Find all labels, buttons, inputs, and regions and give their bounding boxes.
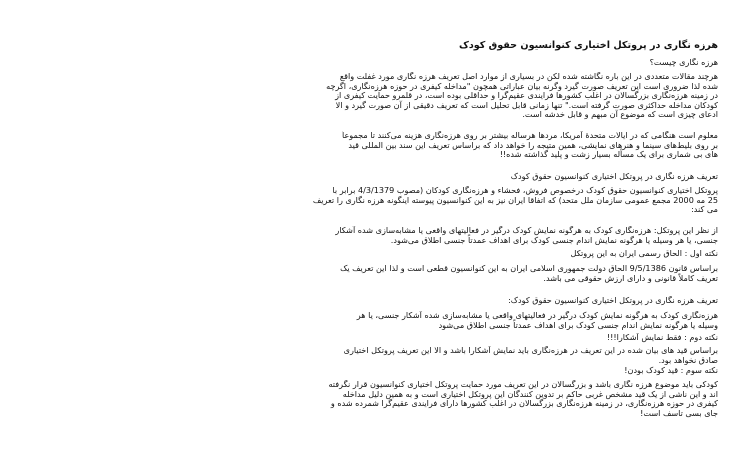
paragraph-line: جنسی، یا هر وسیله یا هرگونه نمایش اندام جنسی کودک برای اهداف عمدتاً جنسی اطلاق می‌شود. <box>390 234 718 245</box>
paragraph-line: وسیله یا هرگونه نمایش اندام جنسی کودک برای اهداف عمدتاً جنسی اطلاق می‌شود <box>438 319 718 330</box>
paragraph-5 <box>92 264 718 283</box>
paragraph-line: در زمینه هرزه‌نگاری بزرگسالان در اغلب کشورها فرایندی عقیم‌گرا و حداقلی بوده است، در قلمرو حمایت کیفری از <box>335 90 718 101</box>
paragraph-line: براساس قید های بیان شده در این تعریف در هرزه‌نگاری باید نمایش آشکارا باشد و الا این تعریف پروتکل اختیاری <box>343 346 718 355</box>
paragraph-line: اند و این ناشی از یک قید مشخص غربی حاکم بر تدوین کنندگان این پروتکل اختیاری است و به همین دلیل مداخله <box>342 388 718 399</box>
paragraph-line: می کند: <box>691 204 718 215</box>
note-2: نکته دوم : فقط نمایش آشکارا!!! <box>606 333 718 342</box>
paragraph-line: کودکان مداخله حداکثری صورت گرفته است." تنها زمانی قابل تحلیل است که تعریف دقیقی از آن صورت گیرد و الا <box>335 99 718 110</box>
paragraph-line: تعریف کاملاً قانونی و دارای ارزش حقوقی می باشد. <box>543 272 718 283</box>
paragraph-7 <box>92 346 718 365</box>
paragraph-line: 25 مه 2000 مجمع عمومی سازمان ملل متحد) که اتفاقا ایران نیز به این کنوانسیون پیوسته اینگونه هرزه نگاری را تعریف <box>312 194 718 205</box>
paragraph-line: هرزه‌نگاری کودک به هرگونه نمایش کودک درگیر در فعالیتهای واقعی یا مشابه‌سازی شده آشکار جنسی، یا هر <box>356 311 718 320</box>
paragraph-4 <box>92 226 718 245</box>
paragraph-line: های بی شماری برای یک مسأله بسیار زشت و پلید گذاشته شده!! <box>499 149 718 160</box>
paragraph-line: کودکی باید موضوع هرزه نگاری باشد و بزرگسالان در این تعریف مورد حمایت پروتکل اختیاری کنوانسیون قرار نگرفته <box>328 380 718 389</box>
paragraph-line: کیفری در حوزه هرزه‌نگاری، در زمینه هرزه‌نگاری بزرگسالان در اغلب کشورها دارای فرایندی عقیم‌گرا شمرده شده و <box>330 398 718 409</box>
paragraph-8 <box>92 380 718 418</box>
paragraph-line: پروتکل اختیاری کنوانسیون حقوق کودک درخصوص فروش، فحشاء و هرزه‌نگاری کودکان (مصوب 4/3/1379 برابر با <box>332 186 718 195</box>
paragraph-line: معلوم است هنگامی که در ایالات متحدهٔ آمریکا، مردها هرساله بیشتر بر روی هرزه‌نگاری هزینه می‌کنند تا مجموعاً <box>341 131 718 140</box>
note-1: نکته اول : الحاق رسمی ایران به این پروتکل <box>570 249 718 258</box>
question-what-is-pornography: هرزه نگاری چیست؟ <box>649 58 718 67</box>
paragraph-line: براساس قانون 9/5/1386 الحاق دولت جمهوری اسلامی ایران به این کنوانسیون قطعی است و لذا این تعریف یک <box>340 264 718 273</box>
paragraph-line: بر روی بلیط‌های سینما و هنرهای نمایشی، همین متیجه را خواهد داد که براساس تعریف این سند بین المللی قید <box>348 139 718 150</box>
paragraph-line: هرچند مقالات متعددی در این باره نگاشته شده لکن در بسیاری از موارد اصل تعریف هرزه نگاری مورد غفلت واقع <box>339 72 718 81</box>
paragraph-line: از نظر این پروتکل: هرزه‌نگاری کودک به هرگونه نمایش کودک درگیر در فعالیتهای واقعی یا مشابه‌سازی شده آشکار <box>335 226 718 235</box>
paragraph-3 <box>92 186 718 215</box>
note-3: نکته سوم : قید کودک بودن! <box>624 366 718 375</box>
paragraph-2 <box>92 131 718 160</box>
heading-definition-2: تعریف هرزه نگاری در پروتکل اختیاری کنوانسیون حقوق کودک: <box>508 296 718 305</box>
paragraph-line: شده لذا ضروری است این تعریف صورت گیرد وگرنه بیان عباراتی همچون "مداخله کیفری در حوزه هرزه‌نگاری، اگرچه <box>326 80 718 91</box>
document-title: هرزه نگاری در پروتکل اختیاری کنوانسیون حقوق کودک <box>459 40 718 51</box>
paragraph-1 <box>92 72 718 120</box>
heading-definition: تعریف هرزه نگاری در پروتکل اختیاری کنوانسیون حقوق کودک <box>510 172 718 181</box>
paragraph-line: صادق نخواهد بود. <box>658 354 718 365</box>
paragraph-line: جای بسی تاسف است! <box>640 407 718 418</box>
paragraph-6 <box>92 311 718 330</box>
paragraph-line: ادعای چیزی است که موضوع آن مبهم و قابل خدشه است. <box>522 109 718 120</box>
